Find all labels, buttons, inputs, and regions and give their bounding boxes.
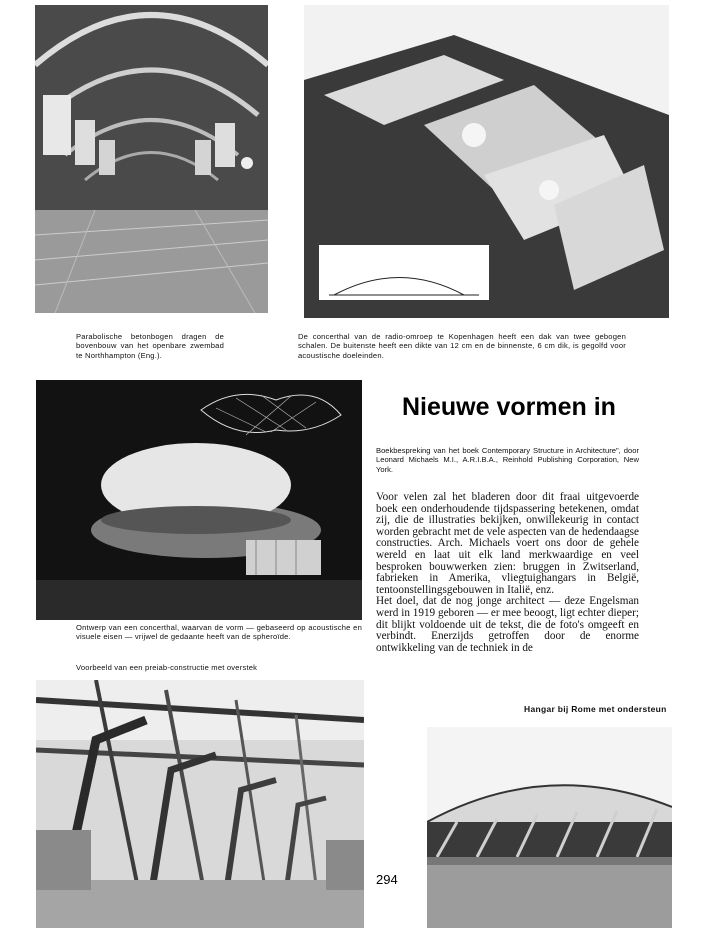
article-intro: Boekbespreking van het boek Contemporary Structure in Architecture", door Leonard Michaels M.I., A.R.I.B.A., Reinhold Publishing Corporation, New York. (376, 446, 639, 474)
article-body (376, 492, 639, 654)
prefab-canopy-photo (36, 680, 364, 928)
article-paragraph: Voor velen zal het bladeren door dit fraai uitgevoerde boek een onderhoudende tijdspassering betekenen, omdat zij, die de illustraties bekijken, onwillekeurig in contact worden gebracht met de vele aspecten van de hedendaagse constructies. Arch. Michaels voert ons door de gehele wereld en laat uit elk land merkwaardige en veel besproken bouwwerken zien: bruggen in Zwitserland, fabrieken in Amerika, vliegtuighangars in België, tentoonstellingsgebouwen in Italië, enz. (376, 491, 639, 596)
pool-photo (35, 5, 268, 313)
copenhagen-model-photo (304, 5, 669, 318)
caption-pool: Parabolische betonbogen dragen de bovenbouw van het openbare zwembad te Northhampton (Eng.). (76, 332, 224, 360)
caption-copenhagen: De concerthal van de radio-omroep te Kopenhagen heeft een dak van twee gebogen schalen. De buitenste heeft een dikte van 12 cm en de binnenste, 6 cm dik, is gegolfd voor acoustische doeleinden. (298, 332, 626, 360)
hangar-photo (427, 727, 672, 928)
page-number: 294 (376, 872, 398, 887)
article-title: Nieuwe vormen in (402, 393, 616, 421)
concerthal-model-photo (36, 380, 362, 620)
caption-concerthal: Ontwerp van een concerthal, waarvan de vorm — gebaseerd op acoustische en visuele eisen — vrijwel de gedaante heeft van de spheroïde. (76, 623, 362, 642)
article-paragraph: Het doel, dat de nog jonge architect — deze Engelsman werd in 1919 geboren — er mee beoogt, ligt echter dieper; dit blijkt voldoende uit de tekst, die de foto's omgeeft en verbindt. Enerzijds getroffen door de enorme ontwikkeling van de techniek in de (376, 595, 639, 654)
caption-prefab: Voorbeeld van een preiab-constructie met overstek (76, 663, 258, 672)
hangar-label: Hangar bij Rome met ondersteun (524, 704, 667, 714)
